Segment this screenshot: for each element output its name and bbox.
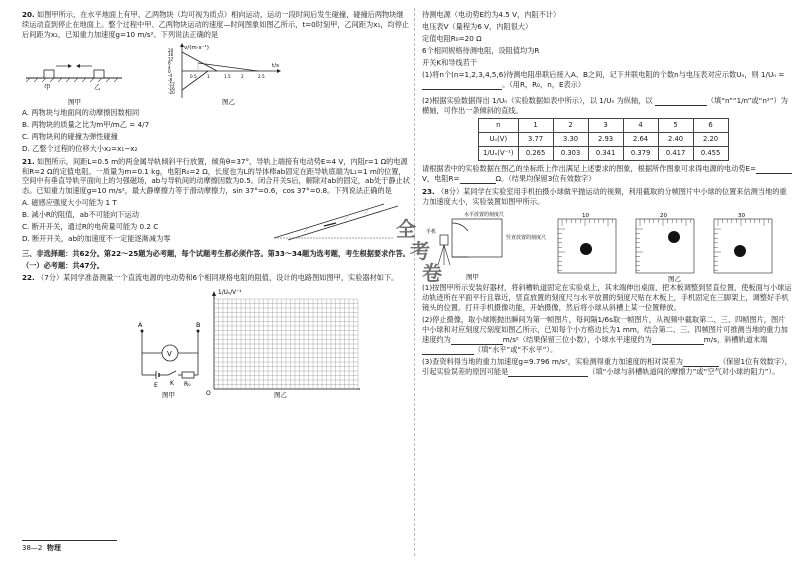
- q20-fig-b-caption: 图乙: [222, 97, 235, 106]
- graph-origin: O: [206, 389, 211, 397]
- q22-stem: [22, 273, 410, 283]
- table-cell: 0.303: [553, 147, 588, 161]
- table-cell: 6: [693, 119, 728, 133]
- q23-p3a: (3)查资料得当地的重力加速度g=9.796 m/s²，实验测得重力加速度的相对误差为: [422, 356, 683, 366]
- q20-number: 20.: [22, 10, 35, 19]
- table-cell: 2: [553, 119, 588, 133]
- vt-tick-v: 16: [168, 52, 174, 58]
- section3-title: 三、非选择题：共62分。第22～25题为必考题，每个试题考生都必须作答。第33～34题为选考题，考生根据要求作答。: [22, 249, 410, 259]
- table-cell: 2.93: [588, 133, 623, 147]
- q22-figure-svg: [22, 285, 410, 399]
- answer-blank-2[interactable]: [655, 97, 707, 106]
- q20-option-b: B. 两物块的质量之比为m甲/m乙 = 4/7: [22, 119, 150, 129]
- vt-tick-v: -4: [168, 73, 173, 79]
- table-cell: 2.20: [693, 133, 728, 147]
- vt-line-jia: [182, 52, 217, 71]
- q22-part2: [422, 96, 792, 116]
- q20-stem: [22, 10, 410, 40]
- switch-label: K: [170, 379, 174, 387]
- q23-part2: [422, 315, 792, 355]
- table-cell: 4: [623, 119, 658, 133]
- vt-tick-v: 20: [168, 47, 174, 53]
- q23-p3c: （填“小球与斜槽轨道间的摩擦力”或“空气对小球的阻力”）。: [588, 366, 780, 376]
- material-1: 待测电源（电动势E约为4.5 V，内阻不计）: [422, 10, 561, 19]
- q22-fig-a-caption: 图甲: [162, 390, 175, 399]
- page-footer: [22, 540, 117, 553]
- q20-text: 如图甲所示，在水平地面上有甲、乙两物块（均可视为质点）相向运动，运动一段时间后发生碰撞，碰撞后两物块继续运动直到停止在地面上。整个过程中甲、乙两物块运动的速度—时间图象如图乙所示，t=0时刻甲，乙间距为x₁，均停止后间距为x₂，已知重力加速度g=10 m/s²。下列说法正确的是: [22, 10, 410, 39]
- vt-tick-v: -12: [168, 81, 175, 87]
- vt-axis-t: t/s: [272, 62, 279, 69]
- q23-frames: [558, 213, 772, 273]
- material-3: 定值电阻R₀=20 Ω: [422, 33, 482, 43]
- section3-sub: （一）必考题：共47分。: [22, 261, 104, 270]
- q23-number: 23.: [422, 187, 435, 197]
- vt-tick-t: 0.5: [190, 73, 197, 79]
- material-4: 6个相同规格待测电阻，设阻值均为R: [422, 45, 540, 55]
- block-jia: [44, 70, 54, 78]
- q22-part2-text: (2)根据实验数据得出 1/Uₙ（实验数据如表中所示），以 1/Uₙ 为纵轴，以: [422, 95, 653, 105]
- q21-option-d: D. 断开开关，ab的加速度不一定能逐渐减为零: [22, 234, 171, 244]
- table-cell: 0.341: [588, 147, 623, 161]
- q21-options: [22, 198, 258, 246]
- table-row: [479, 133, 729, 147]
- vt-tick-v: 0: [168, 68, 171, 74]
- table-row: [479, 147, 729, 161]
- q23-text: （8分）某同学在实验室用手机拍摄小球做平抛运动的视频，利用截取的分帧图片中小球的位置来估测当地的重力加速度大小，实验装置如图甲所示。: [422, 187, 787, 207]
- stamp-char-3: 卷: [422, 261, 442, 284]
- video-frame: [714, 213, 772, 273]
- q20-option-c: C. 两物块间的碰撞为弹性碰撞: [22, 131, 118, 141]
- q23-part3: [422, 357, 792, 377]
- q21-option-a: A. 磁感应强度大小可能为 1 T: [22, 198, 117, 208]
- q21-number: 21.: [22, 156, 35, 166]
- vt-line-after: [198, 63, 258, 71]
- subject-label: 物理: [46, 544, 61, 552]
- right-column: [422, 10, 792, 379]
- video-frame: [636, 213, 694, 273]
- q21-text: 如图所示，间距L=0.5 m的两金属导轨倾斜平行放置，倾角θ=37°，导轨上端接有电动势E=4 V，内阻r=1 Ω的电源和R=2 Ω的定值电阻。一质量为m=0.1 kg，电阻R₀=2 Ω，长度也为L的导体棒ab固定在距导轨底端为L₁=1 m的位置，空间中有垂直导轨平面向上的匀强磁场，ab与导轨间的动摩擦因数为0.5。闭合开关S后，解除对ab的固定，ab处于静止状态。已知重力加速度g=10 m/s²，最大静摩擦力等于滑动摩擦力，sin 37°=0.6，cos 37°=0.8。下列说法正确的是: [22, 156, 410, 196]
- ruler-tick-label: 20: [660, 213, 667, 220]
- vt-graph: [168, 43, 281, 98]
- watermark-stamp: [388, 214, 448, 284]
- q22-circuit: [138, 321, 200, 399]
- q23-part1: (1)按图甲所示安装好器材，将斜槽轨道固定在实验桌上，其末端伸出桌面，把木板调整到竖直位置，使板面与小球运动轨迹所在平面平行且靠近，竖直放置的刻度尺与水平放置的刻度尺贴在木板上，手机固定在三脚架上，调整好手机镜头的位置。打开手机摄像功能，开始摄像，然后将小球从斜槽上某一位置释放。: [422, 283, 792, 313]
- table-cell: 0.379: [623, 147, 658, 161]
- terminal-b: B: [196, 320, 201, 329]
- answer-blank-level[interactable]: [422, 346, 474, 355]
- q22-after-text-3: Ω。（结果均保留3位有效数字）: [495, 174, 596, 184]
- vt-tick-t: 1.5: [224, 73, 231, 79]
- video-frame: [558, 213, 616, 273]
- vt-tick-t: 1: [207, 73, 210, 79]
- answer-blank-error[interactable]: [683, 358, 719, 367]
- q23-fig-a-caption: 图甲: [466, 273, 479, 282]
- resistor-r0: [182, 372, 194, 378]
- q23-p2-frac: 1/6: [597, 315, 610, 324]
- note-phone: 手机: [426, 229, 437, 236]
- table-header-row: [479, 119, 729, 133]
- answer-blank-cause[interactable]: [508, 368, 588, 377]
- table-cell: 5: [658, 119, 693, 133]
- q23-figures: [422, 209, 792, 283]
- ball: [734, 245, 746, 257]
- q23-figure-svg: [422, 209, 792, 283]
- stamp-char-1: 全: [396, 217, 416, 241]
- material-5: 开关K和导线若干: [422, 57, 478, 67]
- q21-option-b: B. 减小R的阻值，ab不可能向下运动: [22, 210, 139, 220]
- q22-part2-after: [422, 164, 792, 184]
- vt-tick-v: 8: [168, 60, 171, 66]
- battery-label: E: [154, 381, 158, 389]
- q23-p2b: s取一帧图片，从视频中截取第二、三、四帧图片，图片中小球和对应刻度尺刻度如图乙所示，已知每个小方格边长为1 mm，结合第二、三、四帧图片可推测当地的重力加速度约为: [422, 315, 788, 344]
- vt-tick-v: 12: [168, 56, 174, 62]
- vt-axis-v: v/(m·s⁻¹): [184, 44, 209, 51]
- q23-fig-b-caption: 图乙: [668, 275, 681, 284]
- vt-tick-t: 2: [241, 73, 244, 79]
- q23-p2d: m/s，斜槽轨道末端: [703, 334, 768, 344]
- left-column: [22, 10, 410, 399]
- q22-number: 22.: [22, 272, 35, 282]
- label-jia: 甲: [44, 82, 51, 91]
- table-cell: 2.64: [623, 133, 658, 147]
- table-cell: 0.455: [693, 147, 728, 161]
- q20-option-a: A. 两物块与地面间的动摩擦因数相同: [22, 107, 140, 117]
- vt-tick-v: -8: [168, 77, 173, 83]
- stamp-char-2: 考: [410, 239, 430, 263]
- voltmeter-label: V: [167, 349, 172, 358]
- vt-tick-t: 2.5: [258, 73, 265, 79]
- q22-after-text: 请根据表中的实验数据在图乙的坐标纸上作出满足上述要求的图象，根据所作图象可求得电源的电动势E=: [422, 164, 757, 174]
- table-cell: 3.77: [518, 133, 553, 147]
- q21-incline-figure: [264, 198, 404, 242]
- graph-axis-y: 1/Uₙ/V⁻¹: [218, 289, 242, 296]
- note-vertical-ruler: 竖直放置的刻度尺: [506, 235, 547, 242]
- ball: [580, 243, 592, 255]
- q22-figures: [22, 285, 410, 399]
- table-cell: 0.265: [518, 147, 553, 161]
- q22-graph-paper: [206, 289, 360, 399]
- answer-blank-g[interactable]: [451, 336, 503, 345]
- vt-tick-labels: [168, 48, 265, 95]
- q22-part2-mid: （填“n”“1/n”或“n²”）为横轴，可作出一条倾斜的直线。: [422, 95, 788, 115]
- page-number: 38—2: [22, 544, 43, 552]
- note-horizontal-ruler: 水平放置的刻度尺: [464, 212, 505, 219]
- q22-text: （7分）某同学准备测量一个直流电源的电动势和6个相同规格电阻的阻值，设计的电路图如图甲，实验器材如下。: [37, 272, 399, 282]
- q21-option-c: C. 断开开关，通过R的电荷量可能为 0.2 C: [22, 222, 159, 232]
- q22-part1: [422, 70, 792, 90]
- answer-blank-e[interactable]: [756, 165, 792, 174]
- q22-part1-tail: 。（用R，R₀，n，E表示）: [502, 79, 586, 89]
- table-cell: 1: [518, 119, 553, 133]
- material-2: 电压表V（量程为6 V，内阻很大）: [422, 21, 533, 31]
- q20-option-d: D. 乙整个过程的位移大小x₂=x₁−x₂: [22, 143, 138, 153]
- q22-data-table: [478, 118, 729, 161]
- q23-p2e: （填“水平”或“不水平”）。: [474, 344, 558, 354]
- table-cell: 0.417: [658, 147, 693, 161]
- graph-grid: [214, 299, 358, 389]
- answer-blank-1[interactable]: [422, 81, 502, 90]
- table-cell: 2.40: [658, 133, 693, 147]
- ruler-tick-label: 30: [738, 213, 745, 220]
- answer-blank-r[interactable]: [460, 175, 496, 184]
- table-cell: 3: [588, 119, 623, 133]
- label-yi: 乙: [94, 82, 101, 91]
- q20-figure-svg: [22, 42, 410, 108]
- table-cell: n: [479, 119, 519, 133]
- q23-stem: [422, 187, 792, 207]
- vt-tick-v: -20: [168, 89, 175, 95]
- answer-blank-v[interactable]: [652, 336, 704, 345]
- q23-p2a: (2)停止摄像，取小球刚抛出瞬间为第一帧图片，每间隔: [422, 315, 598, 324]
- r0-label: R₀: [184, 380, 191, 388]
- vt-tick-v: 4: [168, 64, 171, 70]
- q20-figures: [22, 42, 410, 108]
- q21-body: [22, 198, 410, 246]
- ball: [668, 231, 680, 243]
- terminal-a: A: [138, 320, 143, 329]
- q22-fig-b-caption: 图乙: [274, 390, 287, 399]
- q23-p2c: m/s²（结果保留三位小数），小球水平速度约为: [502, 334, 652, 344]
- ruler-tick-label: 10: [582, 213, 589, 220]
- q22-part1-text: (1)将n个(n=1,2,3,4,5,6)待测电阻串联后接入A、B之间，记下并联电阻的个数n与电压表对应示数Uₙ，则 1/Uₙ =: [422, 69, 785, 79]
- table-cell: 1/Uₙ(V⁻¹): [479, 147, 519, 161]
- q20-fig-a-caption: 图甲: [68, 97, 81, 106]
- table-cell: 3.30: [553, 133, 588, 147]
- q22-after-text-2: V，电阻R=: [422, 174, 460, 184]
- block-yi: [94, 70, 104, 78]
- q21-stem: [22, 157, 410, 197]
- q23-p3b: （保留1位有效数字），引起实验误差的原因可能是: [422, 356, 792, 376]
- vt-tick-v: -16: [168, 85, 175, 91]
- table-cell: Uₙ(V): [479, 133, 519, 147]
